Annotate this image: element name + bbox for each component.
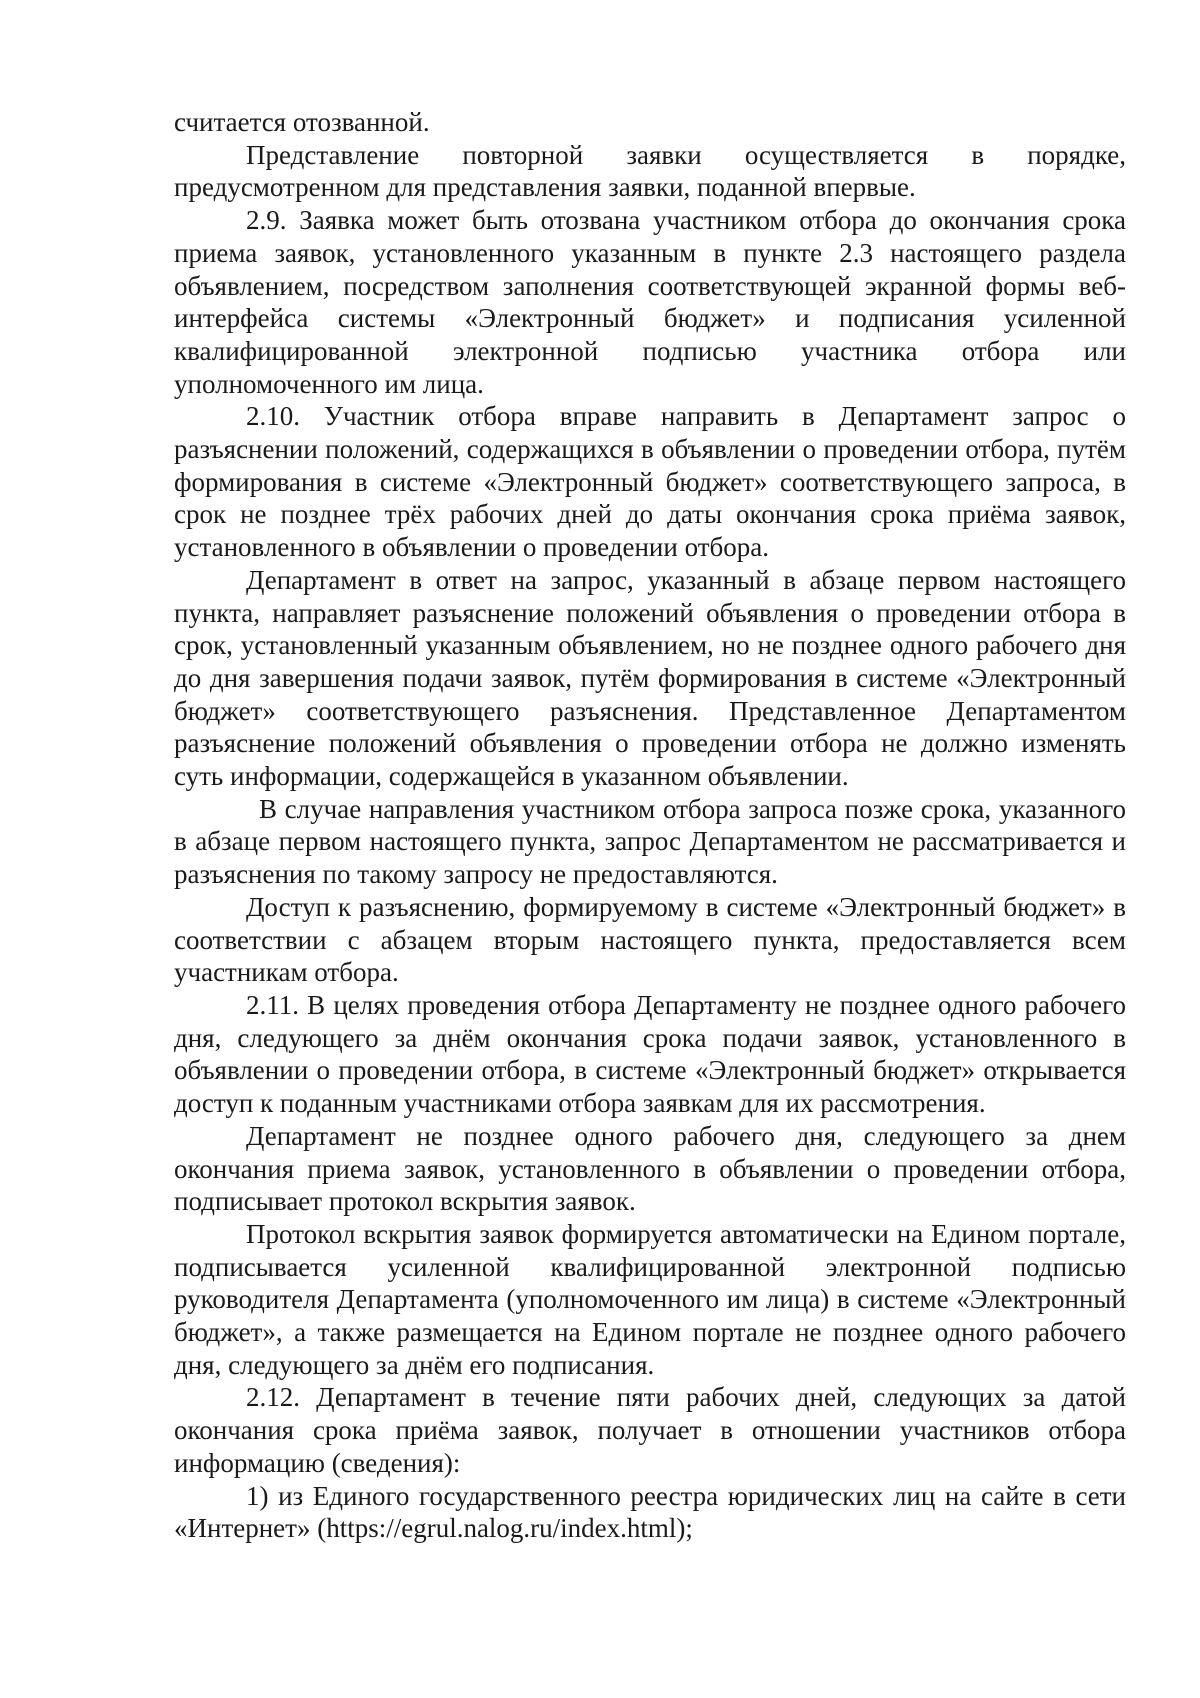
paragraph-2-9: 2.9. Заявка может быть отозвана участником отбора до окончания срока приема заявок, установленного указанным в пункте 2.3 настоящего раздела объявлением, посредством заполнения соответствующей экранной формы веб-интерфейса системы «Электронный бюджет» и подписания усиленной квалифицированной электронной подписью участника отбора или уполномоченного им лица. <box>174 205 1126 399</box>
document-page <box>174 106 1126 1545</box>
paragraph-2-12: 2.12. Департамент в течение пяти рабочих дней, следующих за датой окончания срока приёма заявок, получает в отношении участников отбора информацию (сведения): <box>174 1382 1126 1478</box>
paragraph-2-11: 2.11. В целях проведения отбора Департаменту не позднее одного рабочего дня, следующего за днём окончания срока подачи заявок, установленного в объявлении о проведении отбора, в системе «Электронный бюджет» открывается доступ к поданным участниками отбора заявкам для их рассмотрения. <box>174 989 1126 1119</box>
paragraph-late-request: В случае направления участником отбора запроса позже срока, указанного в абзаце первом настоящего пункта, запрос Департаментом не рассматривается и разъяснения по такому запросу не предоставляются. <box>174 793 1126 890</box>
paragraph-opening-protocol-signing: Департамент не позднее одного рабочего дня, следующего за днем окончания приема заявок, установленного в объявлении о проведении отбора, подписывает протокол вскрытия заявок. <box>174 1120 1126 1217</box>
list-item-1: 1) из Единого государственного реестра юридических лиц на сайте в сети «Интернет» (https://egrul.nalog.ru/index.html); <box>174 1480 1126 1544</box>
paragraph-department-response: Департамент в ответ на запрос, указанный в абзаце первом настоящего пункта, направляет разъяснение положений объявления о проведении отбора в срок, установленный указанным объявлением, но не позднее одного рабочего дня до дня завершения подачи заявок, путём формирования в системе «Электронный бюджет» соответствующего разъяснения. Представленное Департаментом разъяснение положений объявления о проведении отбора не должно изменять суть информации, содержащейся в указанном объявлении. <box>174 564 1126 792</box>
paragraph-access-clarification: Доступ к разъяснению, формируемому в системе «Электронный бюджет» в соответствии с абзацем вторым настоящего пункта, предоставляется всем участникам отбора. <box>174 891 1126 988</box>
paragraph-opening-protocol-formation: Протокол вскрытия заявок формируется автоматически на Едином портале, подписывается усиленной квалифицированной электронной подписью руководителя Департамента (уполномоченного им лица) в системе «Электронный бюджет», а также размещается на Едином портале не позднее одного рабочего дня, следующего за днём его подписания. <box>174 1218 1126 1380</box>
paragraph-continuation: считается отозванной. <box>174 107 430 137</box>
paragraph-2-10: 2.10. Участник отбора вправе направить в Департамент запрос о разъяснении положений, содержащихся в объявлении о проведении отбора, путём формирования в системе «Электронный бюджет» соответствующего запроса, в срок не позднее трёх рабочих дней до даты окончания срока приёма заявок, установленного в объявлении о проведении отбора. <box>174 401 1126 563</box>
paragraph-repeat-submission: Представление повторной заявки осуществляется в порядке, предусмотренном для представления заявки, поданной впервые. <box>174 139 1126 203</box>
